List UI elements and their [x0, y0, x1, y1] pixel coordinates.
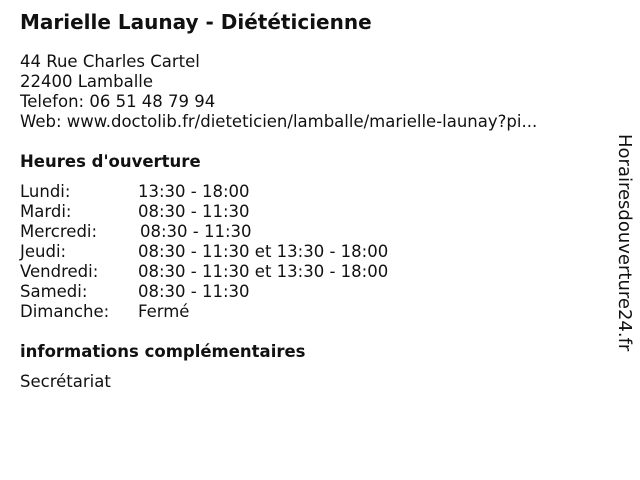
hours-time: 08:30 - 11:30 et 13:30 - 18:00 [138, 262, 389, 281]
business-card [20, 10, 600, 392]
hours-heading: Heures d'ouverture [20, 152, 201, 171]
hours-row-vendredi [20, 262, 600, 282]
hours-row-lundi [20, 182, 600, 202]
hours-day: Mercredi: [20, 222, 98, 241]
site-watermark: Horairesdouverture24.fr [614, 134, 635, 352]
extra-info-text: Secrétariat [20, 372, 111, 391]
address-street: 44 Rue Charles Cartel [20, 52, 200, 71]
hours-row-mardi [20, 202, 600, 222]
hours-time: 08:30 - 11:30 [140, 222, 252, 241]
website-line: Web: www.doctolib.fr/dieteticien/lamballe/marielle-launay?pi... [20, 112, 538, 131]
hours-row-jeudi [20, 242, 600, 262]
hours-table [20, 182, 600, 322]
hours-day: Samedi: [20, 282, 88, 301]
hours-time: Fermé [138, 302, 190, 321]
hours-row-dimanche [20, 302, 600, 322]
hours-row-samedi [20, 282, 600, 302]
hours-time: 13:30 - 18:00 [138, 182, 250, 201]
hours-time: 08:30 - 11:30 [138, 282, 250, 301]
business-name: Marielle Launay - Diététicienne [20, 10, 372, 34]
hours-row-mercredi [20, 222, 600, 242]
hours-time: 08:30 - 11:30 et 13:30 - 18:00 [138, 242, 389, 261]
address-city: 22400 Lamballe [20, 72, 154, 91]
hours-day: Dimanche: [20, 302, 110, 321]
hours-day: Mardi: [20, 202, 72, 221]
extra-info-heading: informations complémentaires [20, 342, 306, 361]
phone-line: Telefon: 06 51 48 79 94 [20, 92, 216, 111]
hours-day: Vendredi: [20, 262, 99, 281]
hours-day: Jeudi: [20, 242, 67, 261]
hours-day: Lundi: [20, 182, 71, 201]
hours-time: 08:30 - 11:30 [138, 202, 250, 221]
